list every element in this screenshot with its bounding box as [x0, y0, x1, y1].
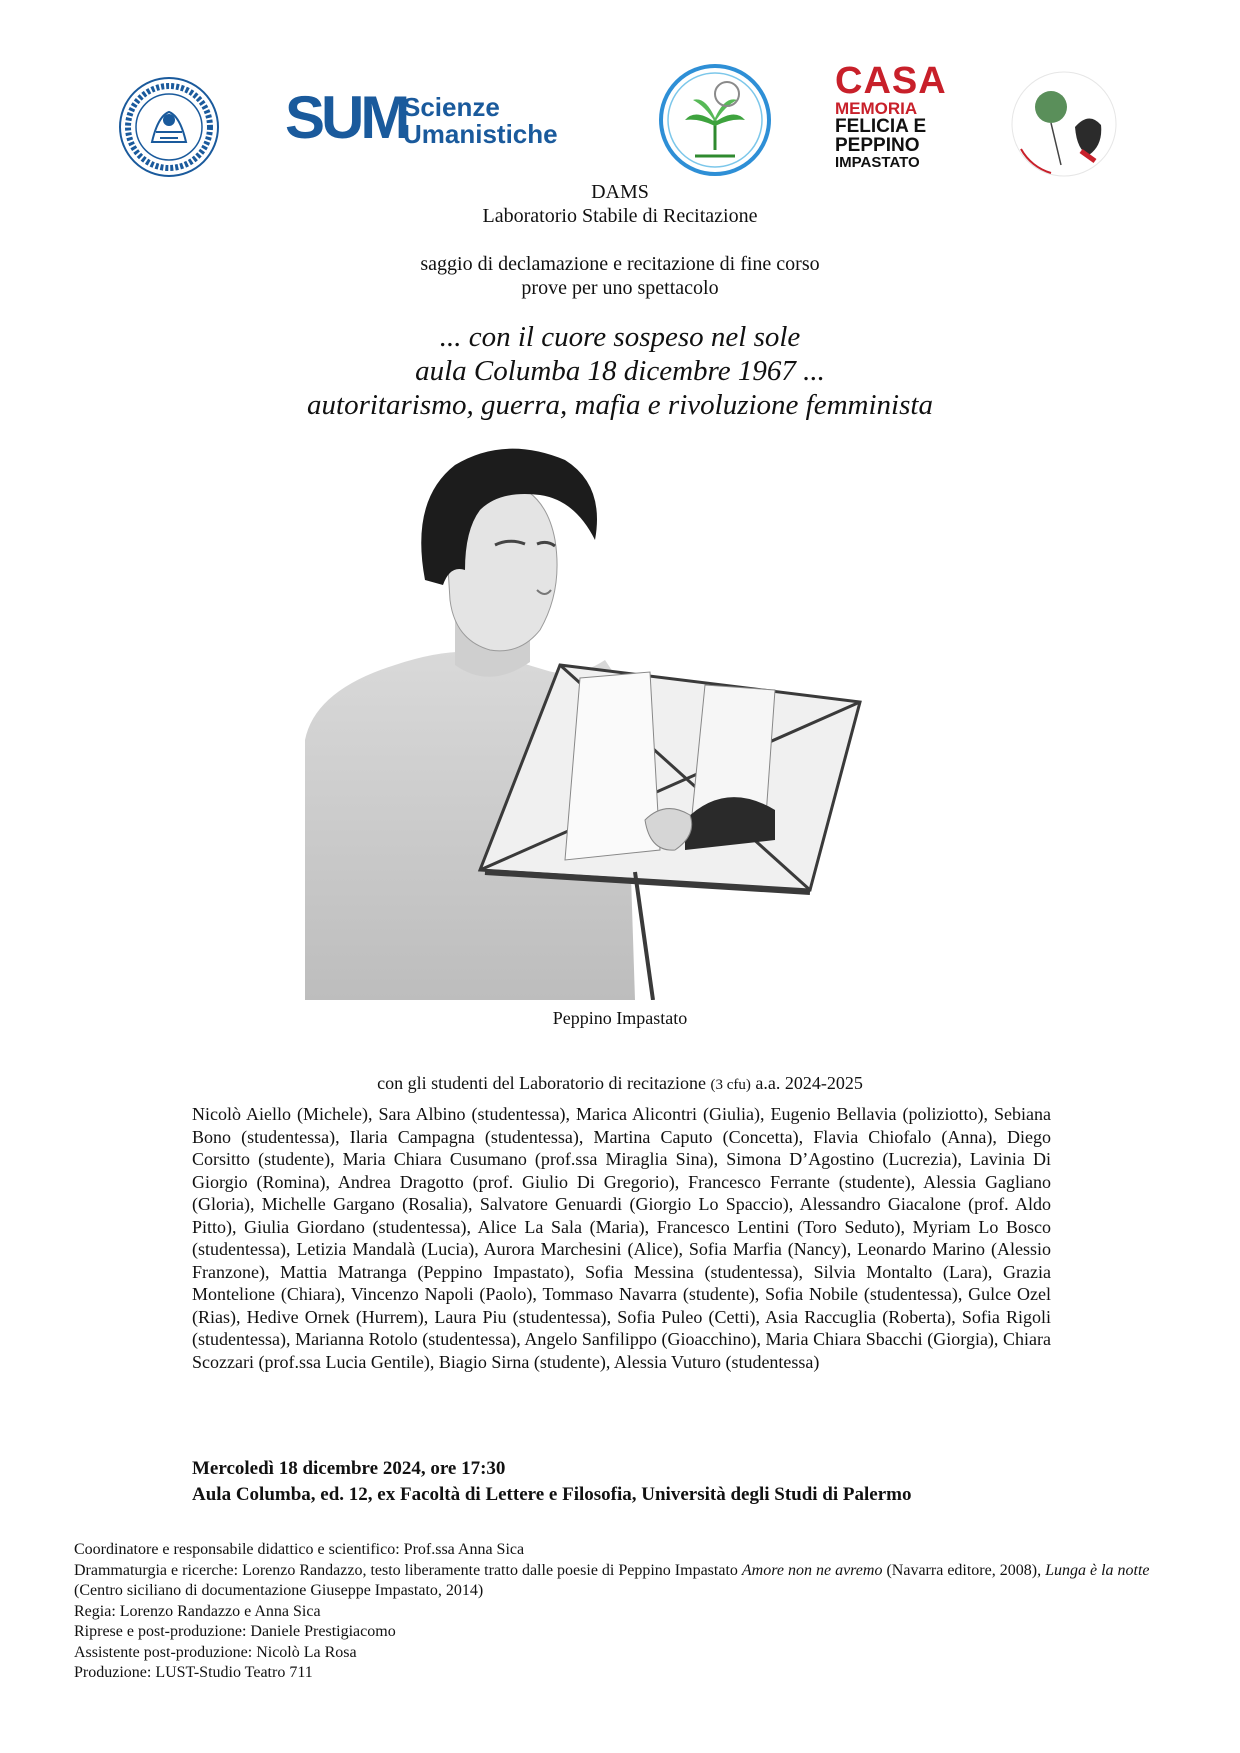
- university-seal-logo: [118, 76, 220, 178]
- logo-bar: [0, 0, 1240, 190]
- event-date: Mercoledì 18 dicembre 2024, ore 17:30: [192, 1458, 506, 1479]
- credit-filming: Riprese e post-produzione: Daniele Prestigiacomo: [74, 1623, 396, 1640]
- sum-name: Scienze Umanistiche: [403, 92, 558, 149]
- cast-intro-cfu: (3 cfu): [710, 1077, 751, 1093]
- show-title-line-2: aula Columba 18 dicembre 1967 ...: [415, 355, 825, 387]
- lab-name: Laboratorio Stabile di Recitazione: [482, 205, 758, 227]
- credits-block: [74, 1540, 1174, 1684]
- credit-production: Produzione: LUST-Studio Teatro 711: [74, 1664, 313, 1681]
- credit-assistant: Assistente post-produzione: Nicolò La Rosa: [74, 1643, 357, 1661]
- sum-abbreviation: SUM: [285, 84, 407, 151]
- event-info: [192, 1456, 912, 1508]
- show-title-line-3: autoritarismo, guerra, mafia e rivoluzione femminista: [307, 389, 933, 421]
- sum-scienze-umanistiche-logo: [285, 84, 605, 154]
- header-block: [0, 180, 1240, 228]
- program-name: DAMS: [591, 181, 649, 203]
- event-subtype: prove per uno spettacolo: [521, 277, 719, 299]
- show-title-line-1: ... con il cuore sospeso nel sole: [439, 321, 801, 353]
- credit-direction: Regia: Lorenzo Randazzo e Anna Sica: [74, 1602, 321, 1620]
- show-title: [0, 320, 1240, 422]
- subheader-block: [0, 252, 1240, 300]
- casa-memoria-logo: CASA MEMORIA FELICIA E PEPPINO IMPASTATO: [835, 60, 947, 171]
- photo-peppino-impastato: [305, 440, 985, 1000]
- cast-intro-year: a.a. 2024-2025: [755, 1073, 863, 1093]
- cast-intro-text: con gli studenti del Laboratorio di recitazione: [377, 1073, 706, 1093]
- event-type: saggio di declamazione e recitazione di fine corso: [420, 253, 820, 275]
- event-location: Aula Columba, ed. 12, ex Facoltà di Lettere e Filosofia, Università degli Studi di Palermo: [192, 1484, 912, 1505]
- cast-intro: [0, 1073, 1240, 1094]
- studio-teatro-logo: [655, 60, 775, 180]
- credit-dramaturgy: Drammaturgia e ricerche: Lorenzo Randazzo, testo liberamente tratto dalle poesie di Peppino Impastato Amore non ne avremo (Navarra editore, 2008), Lunga è la notte (Centro siciliano di documentazione Giuseppe Impastato, 2014): [74, 1561, 1150, 1599]
- associazione-peppino-impastato-logo: [1005, 65, 1123, 183]
- student-cast-list: Nicolò Aiello (Michele), Sara Albino (studentessa), Marica Alicontri (Giulia), Eugenio Bellavia (poliziotto), Sebiana Bono (studentessa), Ilaria Campagna (studentessa), Martina Caputo (Concetta), Flavia Chiofalo (Anna), Diego Corsitto (studente), Maria Chiara Cusumano (prof.ssa Miraglia Sina), Simona D’Agostino (Lucrezia), Lavinia Di Giorgio (Romina), Andrea Dragotto (prof. Giulio Di Gregorio), Francesco Ferrante (studente), Alessia Gagliano (Gloria), Michelle Gargano (Rosalia), Salvatore Genuardi (Giorgio Lo Spaccio), Alessandro Giacalone (prof. Aldo Pitto), Giulia Giordano (studentessa), Alice La Sala (Maria), Francesco Lentini (Toro Seduto), Myriam Lo Bosco (studentessa), Letizia Mandalà (Lucia), Aurora Marchesini (Alice), Sofia Marfia (Nancy), Leonardo Marino (Alessio Franzone), Mattia Matranga (Peppino Impastato), Sofia Messina (studentessa), Silvia Montalto (Lara), Grazia Montelione (Chiara), Vincenzo Napoli (Paolo), Tommaso Navarra (studente), Sofia Nobile (studentessa), Gulce Ozel (Rias), Hedive Ornek (Hurrem), Laura Piu (studentessa), Sofia Puleo (Cetti), Asia Raccuglia (Roberta), Sofia Rigoli (studentessa), Marianna Rotolo (studentessa), Angelo Sanfilippo (Gioacchino), Maria Chiara Sbacchi (Giorgia), Chiara Scozzari (prof.ssa Lucia Gentile), Biagio Sirna (studente), Alessia Vuturo (studentessa): [192, 1104, 1051, 1372]
- credit-coordinator: Coordinatore e responsabile didattico e scientifico: Prof.ssa Anna Sica: [74, 1541, 525, 1558]
- photo-caption: Peppino Impastato: [552, 1008, 688, 1028]
